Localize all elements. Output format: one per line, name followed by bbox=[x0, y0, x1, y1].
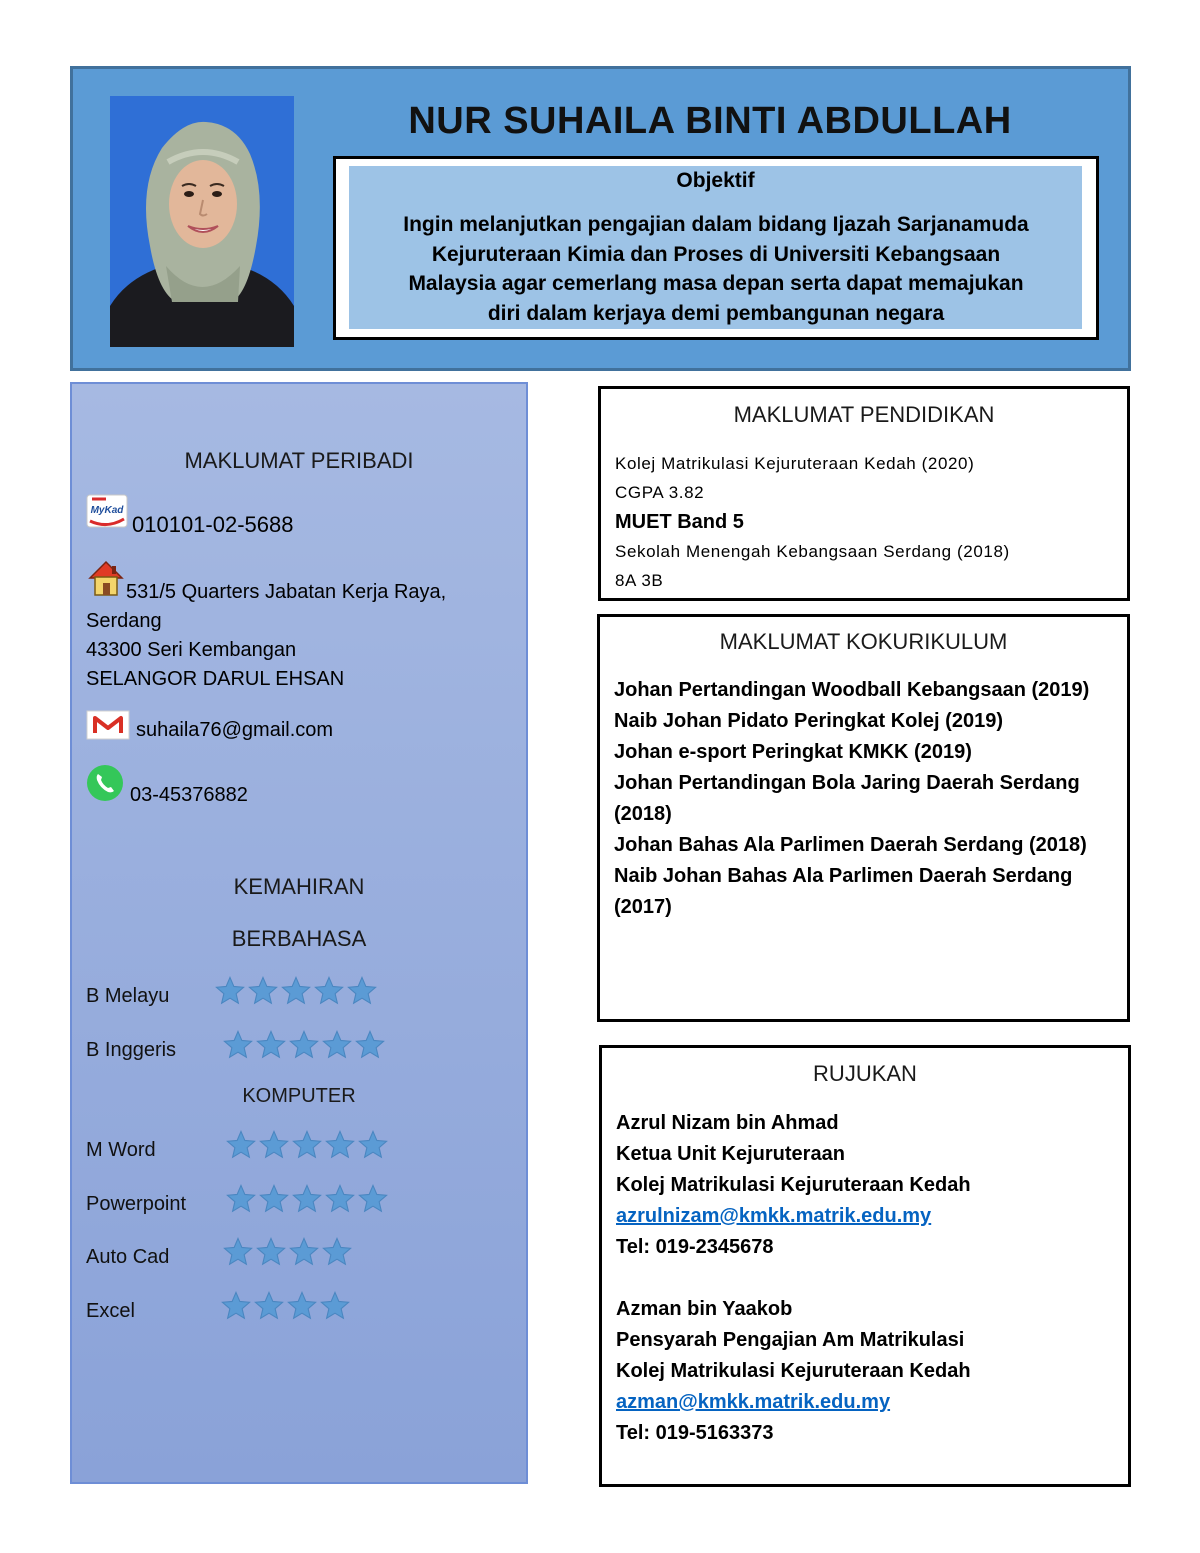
star-icon bbox=[222, 1236, 254, 1268]
skill-rating bbox=[225, 1183, 389, 1215]
education-line: Kolej Matrikulasi Kejuruteraan Kedah (2020) bbox=[615, 454, 975, 473]
star-icon bbox=[255, 1029, 287, 1061]
star-icon bbox=[288, 1029, 320, 1061]
star-icon bbox=[286, 1290, 318, 1322]
address-line: 531/5 Quarters Jabatan Kerja Raya, bbox=[126, 581, 447, 603]
cocurriculum-line: Naib Johan Bahas Ala Parlimen Daerah Serdang bbox=[614, 865, 1073, 887]
address-line: 43300 Seri Kembangan bbox=[86, 639, 297, 661]
reference-name: Azrul Nizam bin Ahmad bbox=[616, 1112, 839, 1134]
objective-title: Objektif bbox=[676, 169, 755, 192]
personal-info-title: MAKLUMAT PERIBADI bbox=[184, 448, 414, 473]
skill-rating bbox=[222, 1236, 353, 1268]
computer-skills-title: KOMPUTER bbox=[242, 1085, 356, 1107]
cocurriculum-line: Johan e-sport Peringkat KMKK (2019) bbox=[614, 741, 972, 763]
skill-label: Powerpoint bbox=[86, 1193, 187, 1215]
mykad-logo-text: MyKad bbox=[90, 505, 124, 516]
skill-rating bbox=[225, 1129, 389, 1161]
star-icon bbox=[253, 1290, 285, 1322]
star-icon bbox=[247, 975, 279, 1007]
cocurriculum-line: Johan Pertandingan Woodball Kebangsaan (2019) bbox=[614, 679, 1090, 701]
skill-label: B Inggeris bbox=[86, 1039, 177, 1061]
star-icon bbox=[291, 1129, 323, 1161]
star-icon bbox=[214, 975, 246, 1007]
star-icon bbox=[321, 1029, 353, 1061]
star-icon bbox=[258, 1129, 290, 1161]
cocurriculum-line: Johan Bahas Ala Parlimen Daerah Serdang (2018) bbox=[614, 834, 1087, 856]
skills-title: KEMAHIRAN bbox=[233, 874, 365, 899]
languages-title: BERBAHASA bbox=[231, 926, 367, 951]
cocurriculum-title: MAKLUMAT KOKURIKULUM bbox=[719, 629, 1008, 654]
reference-name: Azman bin Yaakob bbox=[616, 1298, 793, 1320]
address-line: Serdang bbox=[86, 610, 162, 632]
education-line: Sekolah Menengah Kebangsaan Serdang (2018) bbox=[615, 542, 1010, 561]
star-icon bbox=[313, 975, 345, 1007]
star-icon bbox=[357, 1129, 389, 1161]
mykad-icon bbox=[86, 493, 128, 529]
phone-number: 03-45376882 bbox=[130, 784, 248, 806]
star-icon bbox=[354, 1029, 386, 1061]
star-icon bbox=[288, 1236, 320, 1268]
skill-label: M Word bbox=[86, 1139, 156, 1161]
applicant-name: NUR SUHAILA BINTI ABDULLAH bbox=[408, 100, 1012, 142]
skill-label: B Melayu bbox=[86, 985, 170, 1007]
star-icon bbox=[319, 1290, 351, 1322]
objective-line: Ingin melanjutkan pengajian dalam bidang Ijazah Sarjanamuda bbox=[403, 213, 1029, 236]
cocurriculum-line: (2018) bbox=[614, 803, 672, 825]
reference-tel: Tel: 019-5163373 bbox=[616, 1422, 774, 1444]
address bbox=[86, 578, 506, 694]
cocurriculum-line: Naib Johan Pidato Peringkat Kolej (2019) bbox=[614, 710, 1003, 732]
star-icon bbox=[280, 975, 312, 1007]
reference-position: Pensyarah Pengajian Am Matrikulasi bbox=[616, 1329, 965, 1351]
reference-email-link[interactable]: azman@kmkk.matrik.edu.my bbox=[616, 1391, 891, 1413]
skill-label: Auto Cad bbox=[86, 1246, 170, 1268]
star-icon bbox=[222, 1029, 254, 1061]
star-icon bbox=[321, 1236, 353, 1268]
education-line: CGPA 3.82 bbox=[615, 483, 705, 502]
objective-line: diri dalam kerjaya demi pembangunan negara bbox=[487, 301, 945, 325]
references-box bbox=[599, 1045, 1131, 1487]
star-icon bbox=[324, 1183, 356, 1215]
phone-icon bbox=[86, 764, 124, 802]
skill-rating bbox=[220, 1290, 351, 1322]
email-address[interactable]: suhaila76@gmail.com bbox=[136, 719, 334, 741]
ic-number: 010101-02-5688 bbox=[132, 512, 294, 537]
profile-photo bbox=[110, 96, 294, 347]
education-line: 8A 3B bbox=[615, 571, 664, 590]
star-icon bbox=[291, 1183, 323, 1215]
reference-email-link[interactable]: azrulnizam@kmkk.matrik.edu.my bbox=[616, 1205, 932, 1227]
star-icon bbox=[357, 1183, 389, 1215]
education-box bbox=[598, 386, 1130, 601]
objective-line: Malaysia agar cemerlang masa depan serta dapat memajukan bbox=[408, 272, 1024, 295]
mail-icon bbox=[86, 710, 130, 740]
objective-text bbox=[352, 210, 1080, 330]
skill-label: Excel bbox=[86, 1300, 135, 1322]
education-line: MUET Band 5 bbox=[615, 511, 744, 533]
cocurriculum-line: Johan Pertandingan Bola Jaring Daerah Serdang bbox=[614, 772, 1080, 794]
reference-organization: Kolej Matrikulasi Kejuruteraan Kedah bbox=[616, 1174, 971, 1196]
objective-line: Kejuruteraan Kimia dan Proses di Universiti Kebangsaan bbox=[431, 242, 1001, 266]
reference-organization: Kolej Matrikulasi Kejuruteraan Kedah bbox=[616, 1360, 971, 1382]
reference-position: Ketua Unit Kejuruteraan bbox=[616, 1143, 845, 1165]
star-icon bbox=[258, 1183, 290, 1215]
star-icon bbox=[225, 1129, 257, 1161]
profile-photo-illustration bbox=[110, 96, 294, 347]
cocurriculum-line: (2017) bbox=[614, 896, 672, 918]
star-icon bbox=[255, 1236, 287, 1268]
star-icon bbox=[220, 1290, 252, 1322]
address-line: SELANGOR DARUL EHSAN bbox=[86, 668, 345, 690]
education-title: MAKLUMAT PENDIDIKAN bbox=[733, 402, 995, 427]
star-icon bbox=[225, 1183, 257, 1215]
star-icon bbox=[346, 975, 378, 1007]
star-icon bbox=[324, 1129, 356, 1161]
references-title: RUJUKAN bbox=[813, 1061, 917, 1086]
skill-rating bbox=[214, 975, 378, 1007]
reference-tel: Tel: 019-2345678 bbox=[616, 1236, 774, 1258]
cocurriculum-box bbox=[597, 614, 1130, 1022]
skill-rating bbox=[222, 1029, 386, 1061]
